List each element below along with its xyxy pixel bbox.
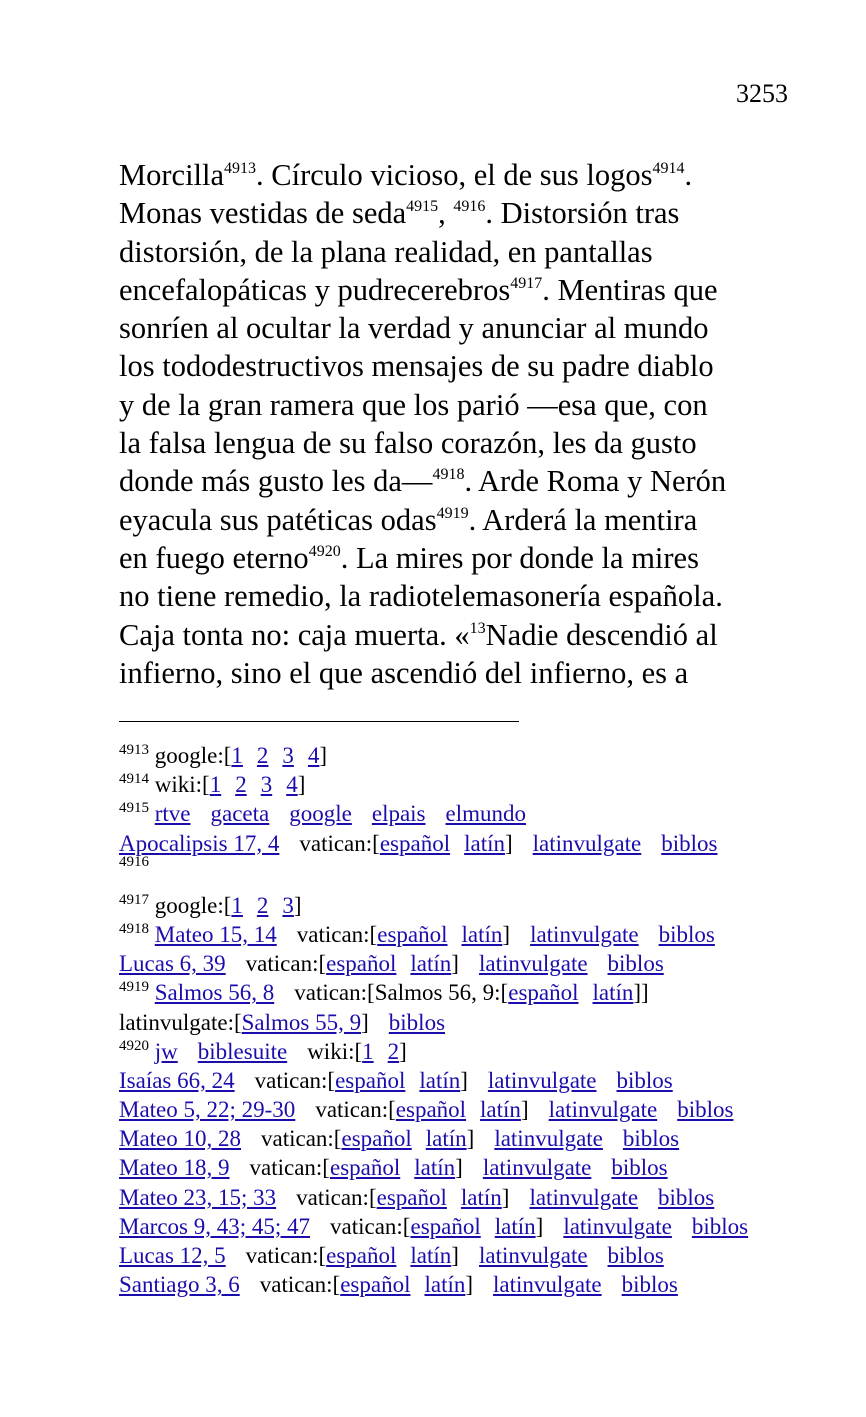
wiki-link-4[interactable]: 4 xyxy=(286,772,298,798)
text-line xyxy=(119,462,787,500)
text-run: encefalopáticas y pudrecerebros$^{4917}$. Mentiras que xyxy=(119,272,718,307)
wiki-link-2[interactable]: 2 xyxy=(387,1038,400,1064)
jw-link[interactable]: jw xyxy=(154,1038,178,1064)
vatican-label: vatican:[ xyxy=(296,1184,377,1210)
bible-ref-row xyxy=(119,1212,819,1241)
footnote-number: 4918 xyxy=(119,920,149,937)
biblos-link[interactable]: biblos xyxy=(658,1184,715,1210)
bracket: ] xyxy=(465,1272,474,1298)
footnote-4919-refs: latinvulgate:[Salmos 55, 9] biblos xyxy=(119,1009,446,1035)
latinvulgate-link[interactable]: latinvulgate xyxy=(532,830,642,856)
text-line xyxy=(119,156,787,194)
footnote-4916 xyxy=(119,853,819,878)
latinvulgate-ref-link[interactable]: Salmos 55, 9 xyxy=(241,1009,362,1035)
biblos-link[interactable]: biblos xyxy=(607,951,664,977)
bracket: ] xyxy=(520,1097,529,1123)
vatican-label: vatican:[ xyxy=(254,1067,336,1093)
text-line xyxy=(119,194,787,232)
footnote-4918-refs: Lucas 6, 39 vatican:[español latín] latinvulgate biblos xyxy=(119,951,664,977)
google-link[interactable]: google xyxy=(289,801,352,827)
latinvulgate-link[interactable]: latinvulgate xyxy=(482,1155,592,1181)
vatican-latin-link[interactable]: latín xyxy=(461,921,503,947)
biblos-link[interactable]: biblos xyxy=(616,1067,673,1093)
vatican-espanol-link[interactable]: español xyxy=(326,1243,397,1268)
biblos-link[interactable]: biblos xyxy=(658,921,715,947)
text-run: Caja tonta no: caja muerta. «$^{13}$Nadie descendió al xyxy=(119,617,718,652)
vatican-latin-link[interactable]: latín xyxy=(464,830,505,856)
bracket: ] xyxy=(460,1067,468,1093)
vatican-espanol-link[interactable]: español xyxy=(340,1272,411,1298)
page-number: 3253 xyxy=(736,79,788,108)
text-line: sonríen al ocultar la verdad y anunciar al mundo xyxy=(119,311,709,346)
vatican-espanol-link[interactable]: español xyxy=(329,1155,401,1181)
footnote-ref[interactable]: 4916 xyxy=(453,198,486,216)
text-line xyxy=(119,501,787,539)
vatican-latin-link[interactable]: latín xyxy=(480,1097,521,1123)
vatican-latin-link[interactable]: latín xyxy=(410,951,452,977)
footnote-number: 4914 xyxy=(119,771,149,788)
vatican-label: vatican:[ xyxy=(330,1213,411,1239)
bible-ref-link[interactable]: Mateo 5, 22; 29-30 xyxy=(119,1097,296,1123)
google-link-3[interactable]: 3 xyxy=(282,892,294,918)
footnote-ref[interactable]: 4917 xyxy=(510,274,543,292)
latinvulgate-link[interactable]: latinvulgate xyxy=(478,1243,588,1268)
bible-ref-row xyxy=(119,1153,819,1182)
latinvulgate-link[interactable]: latinvulgate xyxy=(563,1213,672,1239)
vatican-latin-link[interactable]: latín xyxy=(425,1126,467,1152)
latinvulgate-link[interactable]: latinvulgate xyxy=(494,1126,603,1152)
bible-ref-link[interactable]: Lucas 6, 39 xyxy=(119,951,226,977)
gaceta-link[interactable]: gaceta xyxy=(210,801,270,827)
bible-ref-row xyxy=(119,1183,819,1212)
bible-ref-row xyxy=(119,1095,819,1124)
bible-ref-link[interactable]: Lucas 12, 5 xyxy=(119,1243,226,1268)
footnote-4920: $^{4920}$ jw biblesuite wiki:[1 2] xyxy=(119,1037,407,1064)
google-link-4[interactable]: 4 xyxy=(307,743,320,768)
vatican-label: vatican:[ xyxy=(259,1272,341,1298)
text-line: distorsión, de la plana realidad, en pantallas xyxy=(119,234,653,269)
rtve-link[interactable]: rtve xyxy=(154,801,191,827)
bible-ref-link[interactable]: Mateo 15, 14 xyxy=(154,921,277,947)
latinvulgate-link[interactable]: latinvulgate xyxy=(529,1184,639,1210)
biblos-link[interactable]: biblos xyxy=(677,1097,734,1123)
vatican-latin-link[interactable]: latín xyxy=(419,1067,461,1093)
footnote-4913: $^{4913}$ google:[1 2 3 4] xyxy=(119,742,328,768)
footnote-4918: $^{4918}$ Mateo 15, 14 vatican:[español latín] latinvulgate biblos xyxy=(119,920,715,947)
body-text xyxy=(119,156,787,692)
biblos-link[interactable]: biblos xyxy=(622,1126,680,1152)
text-line: no tiene remedio, la radiotelemasonería española. xyxy=(119,579,723,614)
vatican-espanol-link[interactable]: español xyxy=(326,951,397,977)
biblos-link[interactable]: biblos xyxy=(621,1272,678,1298)
footnote-4915-refs: Apocalipsis 17, 4 vatican:[español latín] latinvulgate biblos xyxy=(119,830,718,856)
vatican-espanol-link[interactable]: español xyxy=(395,1097,467,1123)
bracket: ] xyxy=(535,1213,544,1239)
latinvulgate-link[interactable]: latinvulgate xyxy=(530,921,639,947)
wiki-link-3[interactable]: 3 xyxy=(260,772,273,798)
bible-ref-row xyxy=(119,1124,819,1153)
footnote-number: 4915 xyxy=(119,800,149,817)
text-run: eyacula sus patéticas odas$^{4919}$. Arderá la mentira xyxy=(119,502,698,537)
google-link-1[interactable]: 1 xyxy=(231,743,243,768)
text-run: donde más gusto les da—$^{4918}$. Arde Roma y Nerón xyxy=(119,464,727,499)
elpais-link[interactable]: elpais xyxy=(371,801,426,827)
footnote-4914: $^{4914}$ wiki:[1 2 3 4] xyxy=(119,771,306,798)
text-run: Monas vestidas de seda$^{4915}$, $^{4916}$. Distorsión tras xyxy=(119,196,680,231)
footnote-separator xyxy=(119,721,519,722)
vatican-latin-link[interactable]: latín xyxy=(414,1155,456,1181)
footnote-number: 4917 xyxy=(119,891,149,908)
biblos-link[interactable]: biblos xyxy=(691,1213,749,1239)
footnote-number: 4916 xyxy=(119,853,149,870)
bible-ref-row xyxy=(119,1270,819,1299)
biblesuite-link[interactable]: biblesuite xyxy=(197,1038,288,1064)
google-link-2[interactable]: 2 xyxy=(256,743,269,768)
bible-ref-link[interactable]: Apocalipsis 17, 4 xyxy=(119,830,280,856)
google-link-3[interactable]: 3 xyxy=(282,743,294,768)
bible-ref-list xyxy=(119,1066,819,1300)
bracket: ] xyxy=(466,1126,475,1152)
text-line xyxy=(119,616,787,654)
footnotes xyxy=(119,741,819,1299)
vatican-label: vatican:[ xyxy=(249,1155,330,1181)
bible-ref-link[interactable]: Mateo 18, 9 xyxy=(119,1155,230,1181)
footnote-spacer xyxy=(119,878,819,891)
wiki-link-1[interactable]: 1 xyxy=(362,1038,374,1064)
footnote-ref[interactable]: 4915 xyxy=(406,198,439,216)
footnote-number: 4913 xyxy=(119,742,149,758)
vatican-latin-link[interactable]: latín xyxy=(460,1184,502,1210)
vatican-label: vatican:[ xyxy=(315,1097,396,1123)
verse-number: 13 xyxy=(469,619,486,637)
latinvulgate-link[interactable]: latinvulgate xyxy=(548,1097,658,1123)
vatican-espanol-link[interactable]: español xyxy=(410,1213,481,1239)
bible-ref-row xyxy=(119,1241,819,1270)
text-line: los tododestructivos mensajes de su padre diablo xyxy=(119,349,714,384)
footnote-number: 4920 xyxy=(119,1037,149,1054)
latinvulgate-link[interactable]: latinvulgate xyxy=(493,1272,602,1298)
footnote-number: 4919 xyxy=(119,979,149,996)
elmundo-link[interactable]: elmundo xyxy=(445,801,527,827)
vatican-latin-link[interactable]: latín xyxy=(494,1213,536,1239)
biblos-link[interactable]: biblos xyxy=(388,1009,446,1035)
bracket: ] xyxy=(501,1184,510,1210)
bracket: ] xyxy=(455,1155,463,1181)
text-run: Morcilla$^{4913}$. Círculo vicioso, el de sus logos$^{4914}$. xyxy=(119,158,693,192)
text-line: y de la gran ramera que los parió —esa que, con xyxy=(119,387,708,422)
footnote-ref[interactable]: 4919 xyxy=(436,504,469,522)
footnote-4917: $^{4917}$ google:[1 2 3] xyxy=(119,891,302,918)
vatican-latin-link[interactable]: latín xyxy=(410,1243,452,1268)
bible-ref-link[interactable]: Marcos 9, 43; 45; 47 xyxy=(119,1213,311,1239)
bible-ref-link[interactable]: Mateo 23, 15; 33 xyxy=(119,1184,277,1210)
latinvulgate-link[interactable]: latinvulgate xyxy=(478,951,588,977)
footnote-ref[interactable]: 4914 xyxy=(652,160,685,177)
vatican-espanol-link[interactable]: español xyxy=(341,1126,412,1152)
vatican-label: vatican:[ xyxy=(245,1243,327,1268)
footnote-4915 xyxy=(119,799,819,828)
bracket: ] xyxy=(451,1243,459,1268)
bible-ref-link[interactable]: Santiago 3, 6 xyxy=(119,1272,240,1298)
footnote-ref[interactable]: 4920 xyxy=(308,542,341,560)
text-line: la falsa lengua de su falso corazón, les da gusto xyxy=(119,426,697,461)
text-line xyxy=(119,271,787,309)
bible-ref-link[interactable]: Isaías 66, 24 xyxy=(119,1067,235,1093)
wiki-link-2[interactable]: 2 xyxy=(235,772,247,798)
vatican-espanol-link[interactable]: español xyxy=(508,980,579,1006)
vatican-espanol-link[interactable]: español xyxy=(379,830,451,856)
biblos-link[interactable]: biblos xyxy=(611,1155,668,1181)
footnote-ref[interactable]: 4918 xyxy=(432,466,465,484)
bible-ref-link[interactable]: Mateo 10, 28 xyxy=(119,1126,242,1152)
footnote-ref[interactable]: 4913 xyxy=(224,160,257,177)
bible-ref-link[interactable]: Salmos 56, 8 xyxy=(154,980,275,1006)
text-run: en fuego eterno$^{4920}$. La mires por donde la mires xyxy=(119,540,699,575)
footnote-4919: $^{4919}$ Salmos 56, 8 vatican:[Salmos 56, 9:[español latín]] xyxy=(119,979,649,1006)
bible-ref-row xyxy=(119,1066,819,1095)
vatican-espanol-link[interactable]: español xyxy=(377,921,448,947)
text-line xyxy=(119,539,787,577)
biblos-link[interactable]: biblos xyxy=(661,830,718,856)
vatican-label: vatican:[ xyxy=(261,1126,342,1152)
wiki-link-1[interactable]: 1 xyxy=(209,772,222,798)
google-link-1[interactable]: 1 xyxy=(231,892,243,918)
google-link-2[interactable]: 2 xyxy=(256,892,269,918)
text-line: infierno, sino el que ascendió del infierno, es a xyxy=(119,655,689,690)
latinvulgate-link[interactable]: latinvulgate xyxy=(487,1067,597,1093)
vatican-espanol-link[interactable]: español xyxy=(335,1067,406,1093)
vatican-latin-link[interactable]: latín xyxy=(424,1272,466,1298)
vatican-espanol-link[interactable]: español xyxy=(376,1184,447,1210)
vatican-latin-link[interactable]: latín xyxy=(592,980,634,1006)
biblos-link[interactable]: biblos xyxy=(607,1243,664,1268)
